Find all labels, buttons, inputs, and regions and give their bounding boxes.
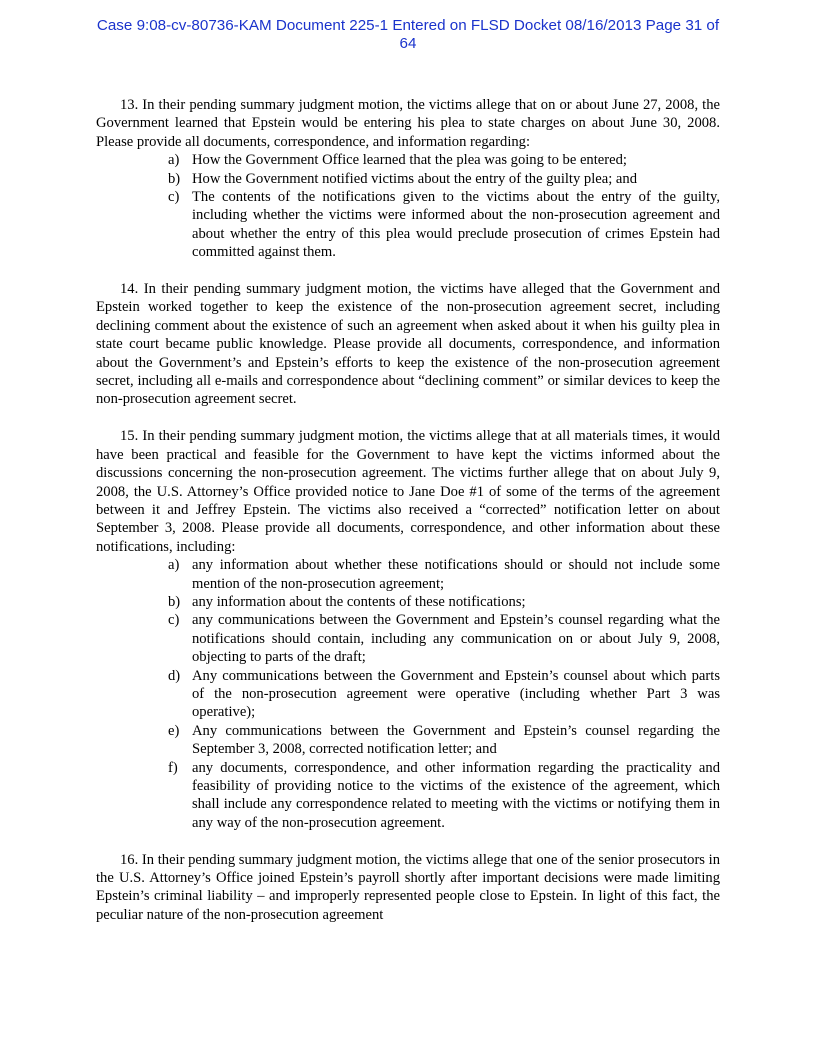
list-item-text: any information about whether these notifications should or should not include some mention of the non-prosecution agreement; — [192, 557, 720, 592]
list-marker: c) — [168, 612, 180, 629]
list-marker: c) — [168, 189, 180, 206]
paragraph-15-text: 15. In their pending summary judgment motion, the victims allege that at all materials times, it would have been practical and feasible for the Government to have kept the victims informed about the discussions concerning the non-prosecution agreement. The victims further allege that on about July 9, 2008, the U.S. Attorney’s Office provided notice to Jane Doe #1 of some of the terms of the agreement between it and Jeffrey Epstein. The victims also received a “corrected” notification letter on about September 3, 2008. Please provide all documents, correspondence, and other information about these notifications, including: — [96, 428, 720, 555]
list-item — [96, 722, 720, 759]
list-item-text: Any communications between the Government and Epstein’s counsel regarding the September 3, 2008, corrected notification letter; and — [192, 722, 720, 758]
list-item-text: any information about the contents of these notifications; — [192, 593, 526, 610]
list-item — [96, 759, 720, 833]
list-item — [96, 593, 720, 611]
list-item-text: The contents of the notifications given to the victims about the entry of the guilty, including whether the victims were informed about the non-prosecution agreement and about whether the entry of this plea would preclude prosecution of crimes Epstein had committed against them. — [192, 189, 720, 261]
list-marker: e) — [168, 722, 180, 739]
paragraph-13-text: 13. In their pending summary judgment motion, the victims allege that on or about June 27, 2008, the Government learned that Epstein would be entering his plea to state charges on about June 30, 2008. Please provide all documents, correspondence, and information regarding: — [96, 97, 720, 150]
list-item-text: How the Government Office learned that the plea was going to be entered; — [192, 152, 627, 169]
list-item-text: any communications between the Government and Epstein’s counsel regarding what the notifications should contain, including any communication on or about July 9, 2008, objecting to parts of the draft; — [192, 612, 720, 666]
paragraph-15 — [96, 427, 720, 832]
list-item-text: How the Government notified victims about the entry of the guilty plea; and — [192, 170, 638, 187]
list-marker: b) — [168, 170, 181, 187]
list-item — [96, 151, 720, 169]
paragraph-13-list — [96, 151, 720, 261]
list-marker: b) — [168, 593, 181, 610]
list-item — [96, 611, 720, 666]
paragraph-14-text: 14. In their pending summary judgment motion, the victims have alleged that the Government and Epstein worked together to keep the existence of the non-prosecution agreement secret, including declining comment about the existence of such an agreement when asked about it when his guilty plea in state court became public knowledge. Please provide all documents, correspondence, and information about the Government’s and Epstein’s efforts to keep the existence of the non-prosecution agreement secret, including all e-mails and correspondence about “declining comment” or similar devices to keep the non-prosecution agreement secret. — [96, 281, 720, 408]
docket-header — [40, 17, 776, 53]
list-marker: d) — [168, 667, 181, 684]
paragraph-13 — [96, 96, 720, 262]
list-item — [96, 188, 720, 262]
list-marker: a) — [168, 152, 180, 169]
list-marker: f) — [168, 759, 178, 776]
document-body — [96, 96, 720, 943]
list-item — [96, 556, 720, 593]
paragraph-14 — [96, 280, 720, 409]
paragraph-16 — [96, 851, 720, 925]
docket-header-line-1: Case 9:08-cv-80736-KAM Document 225-1 Entered on FLSD Docket 08/16/2013 Page 31 of — [96, 17, 720, 34]
list-item — [96, 667, 720, 722]
list-item-text: any documents, correspondence, and other information regarding the practicality and feasibility of providing notice to the victims of the existence of the agreement, which shall include any correspondence related to meeting with the victims or notifying them in any way of the non-prosecution agreement. — [192, 759, 720, 831]
paragraph-16-text: 16. In their pending summary judgment motion, the victims allege that one of the senior prosecutors in the U.S. Attorney’s Office joined Epstein’s payroll shortly after important decisions were made limiting Epstein’s criminal liability – and improperly represented people close to Epstein. In light of this fact, the peculiar nature of the non-prosecution agreement — [96, 851, 720, 923]
paragraph-15-list — [96, 556, 720, 832]
list-item-text: Any communications between the Government and Epstein’s counsel about which parts of the non-prosecution agreement were operative (including whether Part 3 was operative); — [192, 667, 720, 721]
list-item — [96, 170, 720, 188]
docket-header-line-2: 64 — [399, 35, 417, 52]
list-marker: a) — [168, 557, 180, 574]
